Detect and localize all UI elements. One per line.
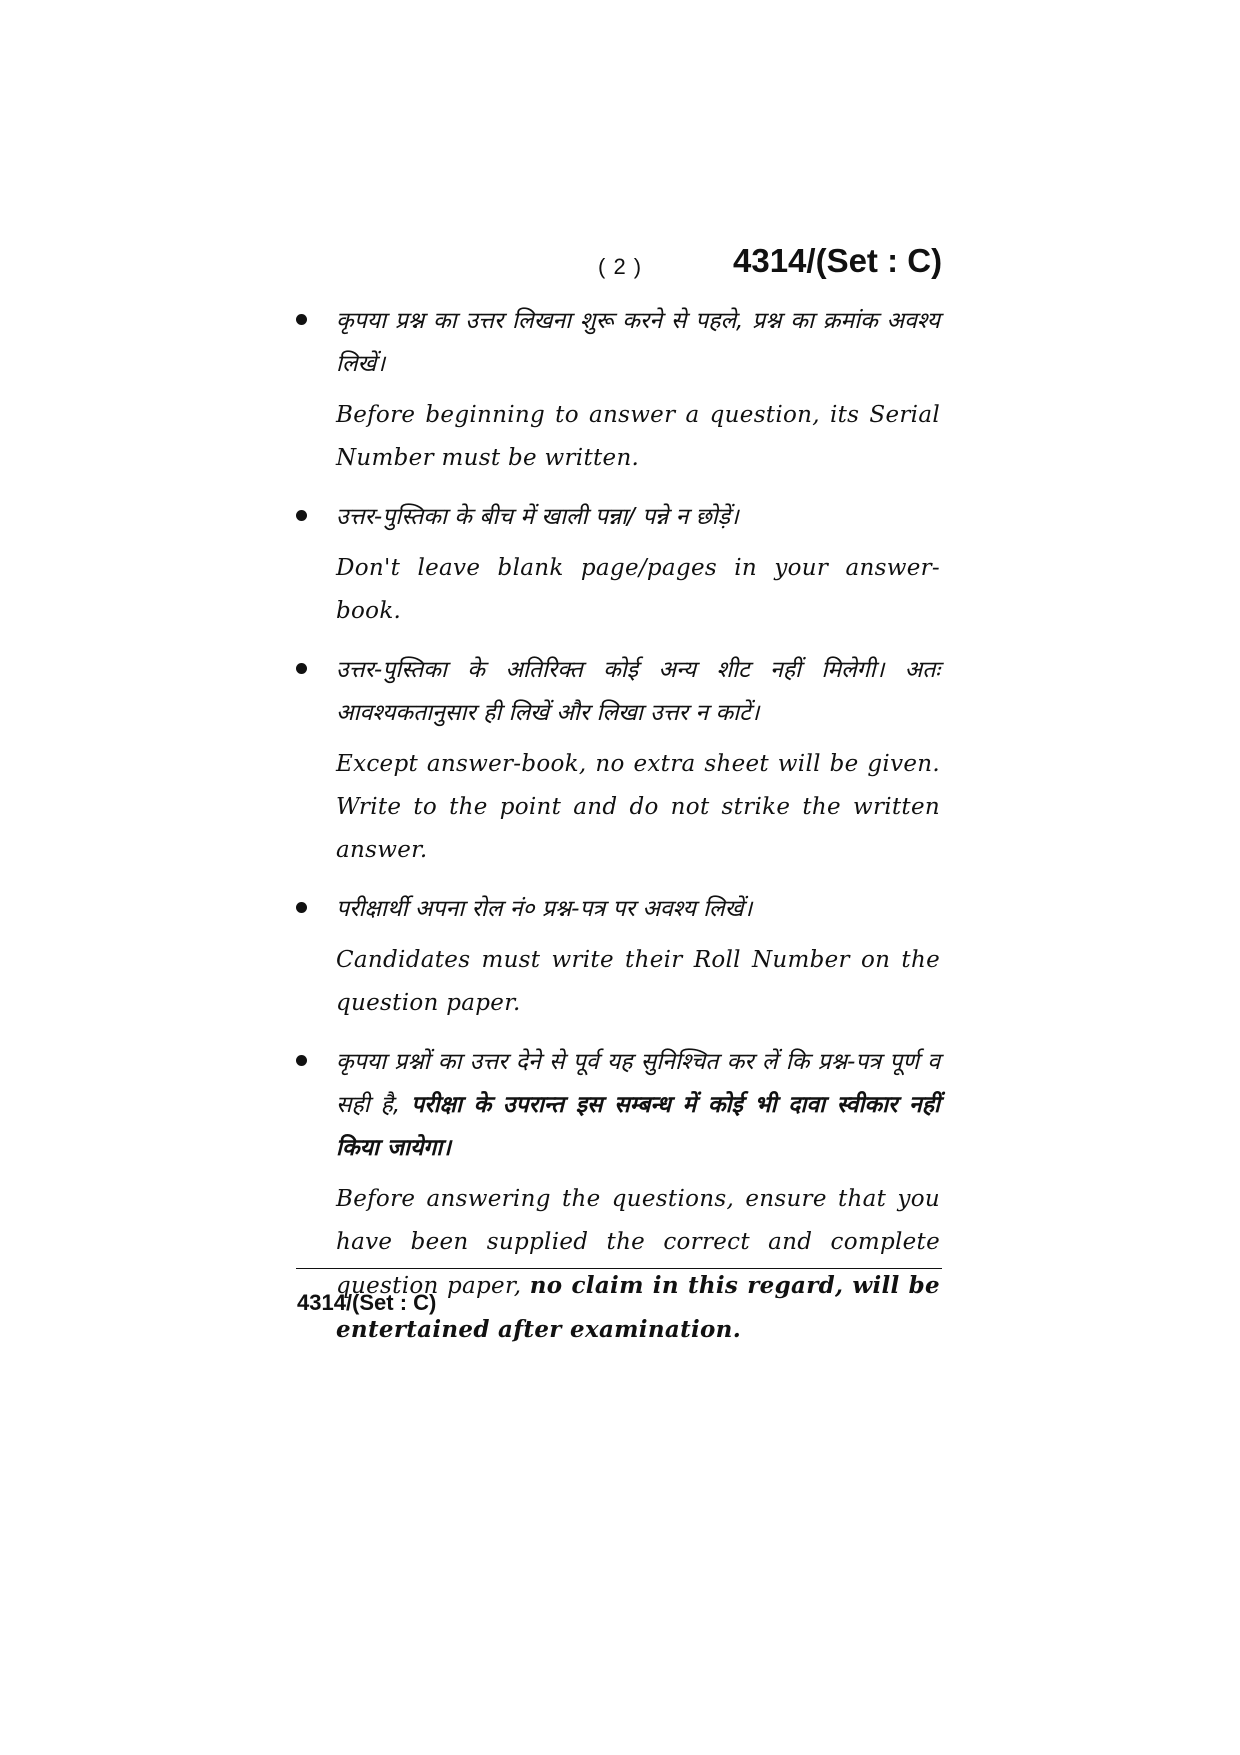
page-header	[0, 242, 1240, 302]
instruction-english-bold: no claim in this regard, will be entertained after examination.	[336, 1272, 940, 1343]
instruction-hindi-bold: परीक्षा के उपरान्त इस सम्बन्ध में कोई भी दावा स्वीकार नहीं किया जायेगा।	[336, 1092, 940, 1161]
instruction-english	[336, 1178, 940, 1352]
instructions-list	[292, 300, 940, 1368]
bullet-icon	[296, 510, 307, 521]
instruction-english: Before beginning to answer a question, its Serial Number must be written.	[336, 402, 940, 471]
instruction-item-extra-sheet	[292, 649, 940, 872]
instruction-hindi-regular: कृपया प्रश्नों का उत्तर देने से पूर्व यह सुनिश्चित कर लें कि प्रश्न-पत्र पूर्ण व सही है,	[336, 1049, 940, 1118]
instruction-item-blank-pages	[292, 496, 940, 633]
instruction-english: Except answer-book, no extra sheet will be given. Write to the point and do not strike the written answer.	[336, 751, 940, 863]
instruction-hindi	[336, 1041, 940, 1170]
instruction-english-regular: Before answering the questions, ensure that you have been supplied the correct and complete question paper,	[336, 1186, 940, 1299]
instruction-hindi: कृपया प्रश्न का उत्तर लिखना शुरू करने से पहले, प्रश्न का क्रमांक अवश्य लिखें।	[336, 308, 940, 377]
footer-set-code: 4314/(Set : C)	[297, 1290, 437, 1315]
bullet-icon	[296, 1055, 307, 1066]
instruction-english: Don't leave blank page/pages in your answer-book.	[336, 555, 940, 624]
page-number: ( 2 )	[598, 254, 643, 279]
footer-divider	[296, 1268, 942, 1269]
instruction-item-serial-number	[292, 300, 940, 480]
instruction-hindi: परीक्षार्थी अपना रोल नं० प्रश्न-पत्र पर अवश्य लिखें।	[336, 896, 753, 922]
instruction-hindi: उत्तर-पुस्तिका के बीच में खाली पन्ना/ पन्ने न छोड़ें।	[336, 504, 739, 530]
bullet-icon	[296, 902, 307, 913]
bullet-icon	[296, 314, 307, 325]
instruction-item-roll-number	[292, 888, 940, 1025]
instruction-hindi: उत्तर-पुस्तिका के अतिरिक्त कोई अन्य शीट नहीं मिलेगी। अतः आवश्यकतानुसार ही लिखें और लिखा उत्तर न काटें।	[336, 657, 940, 726]
paper-set-code: 4314/(Set : C)	[733, 242, 943, 279]
instruction-english: Candidates must write their Roll Number on the question paper.	[336, 947, 940, 1016]
bullet-icon	[296, 663, 307, 674]
